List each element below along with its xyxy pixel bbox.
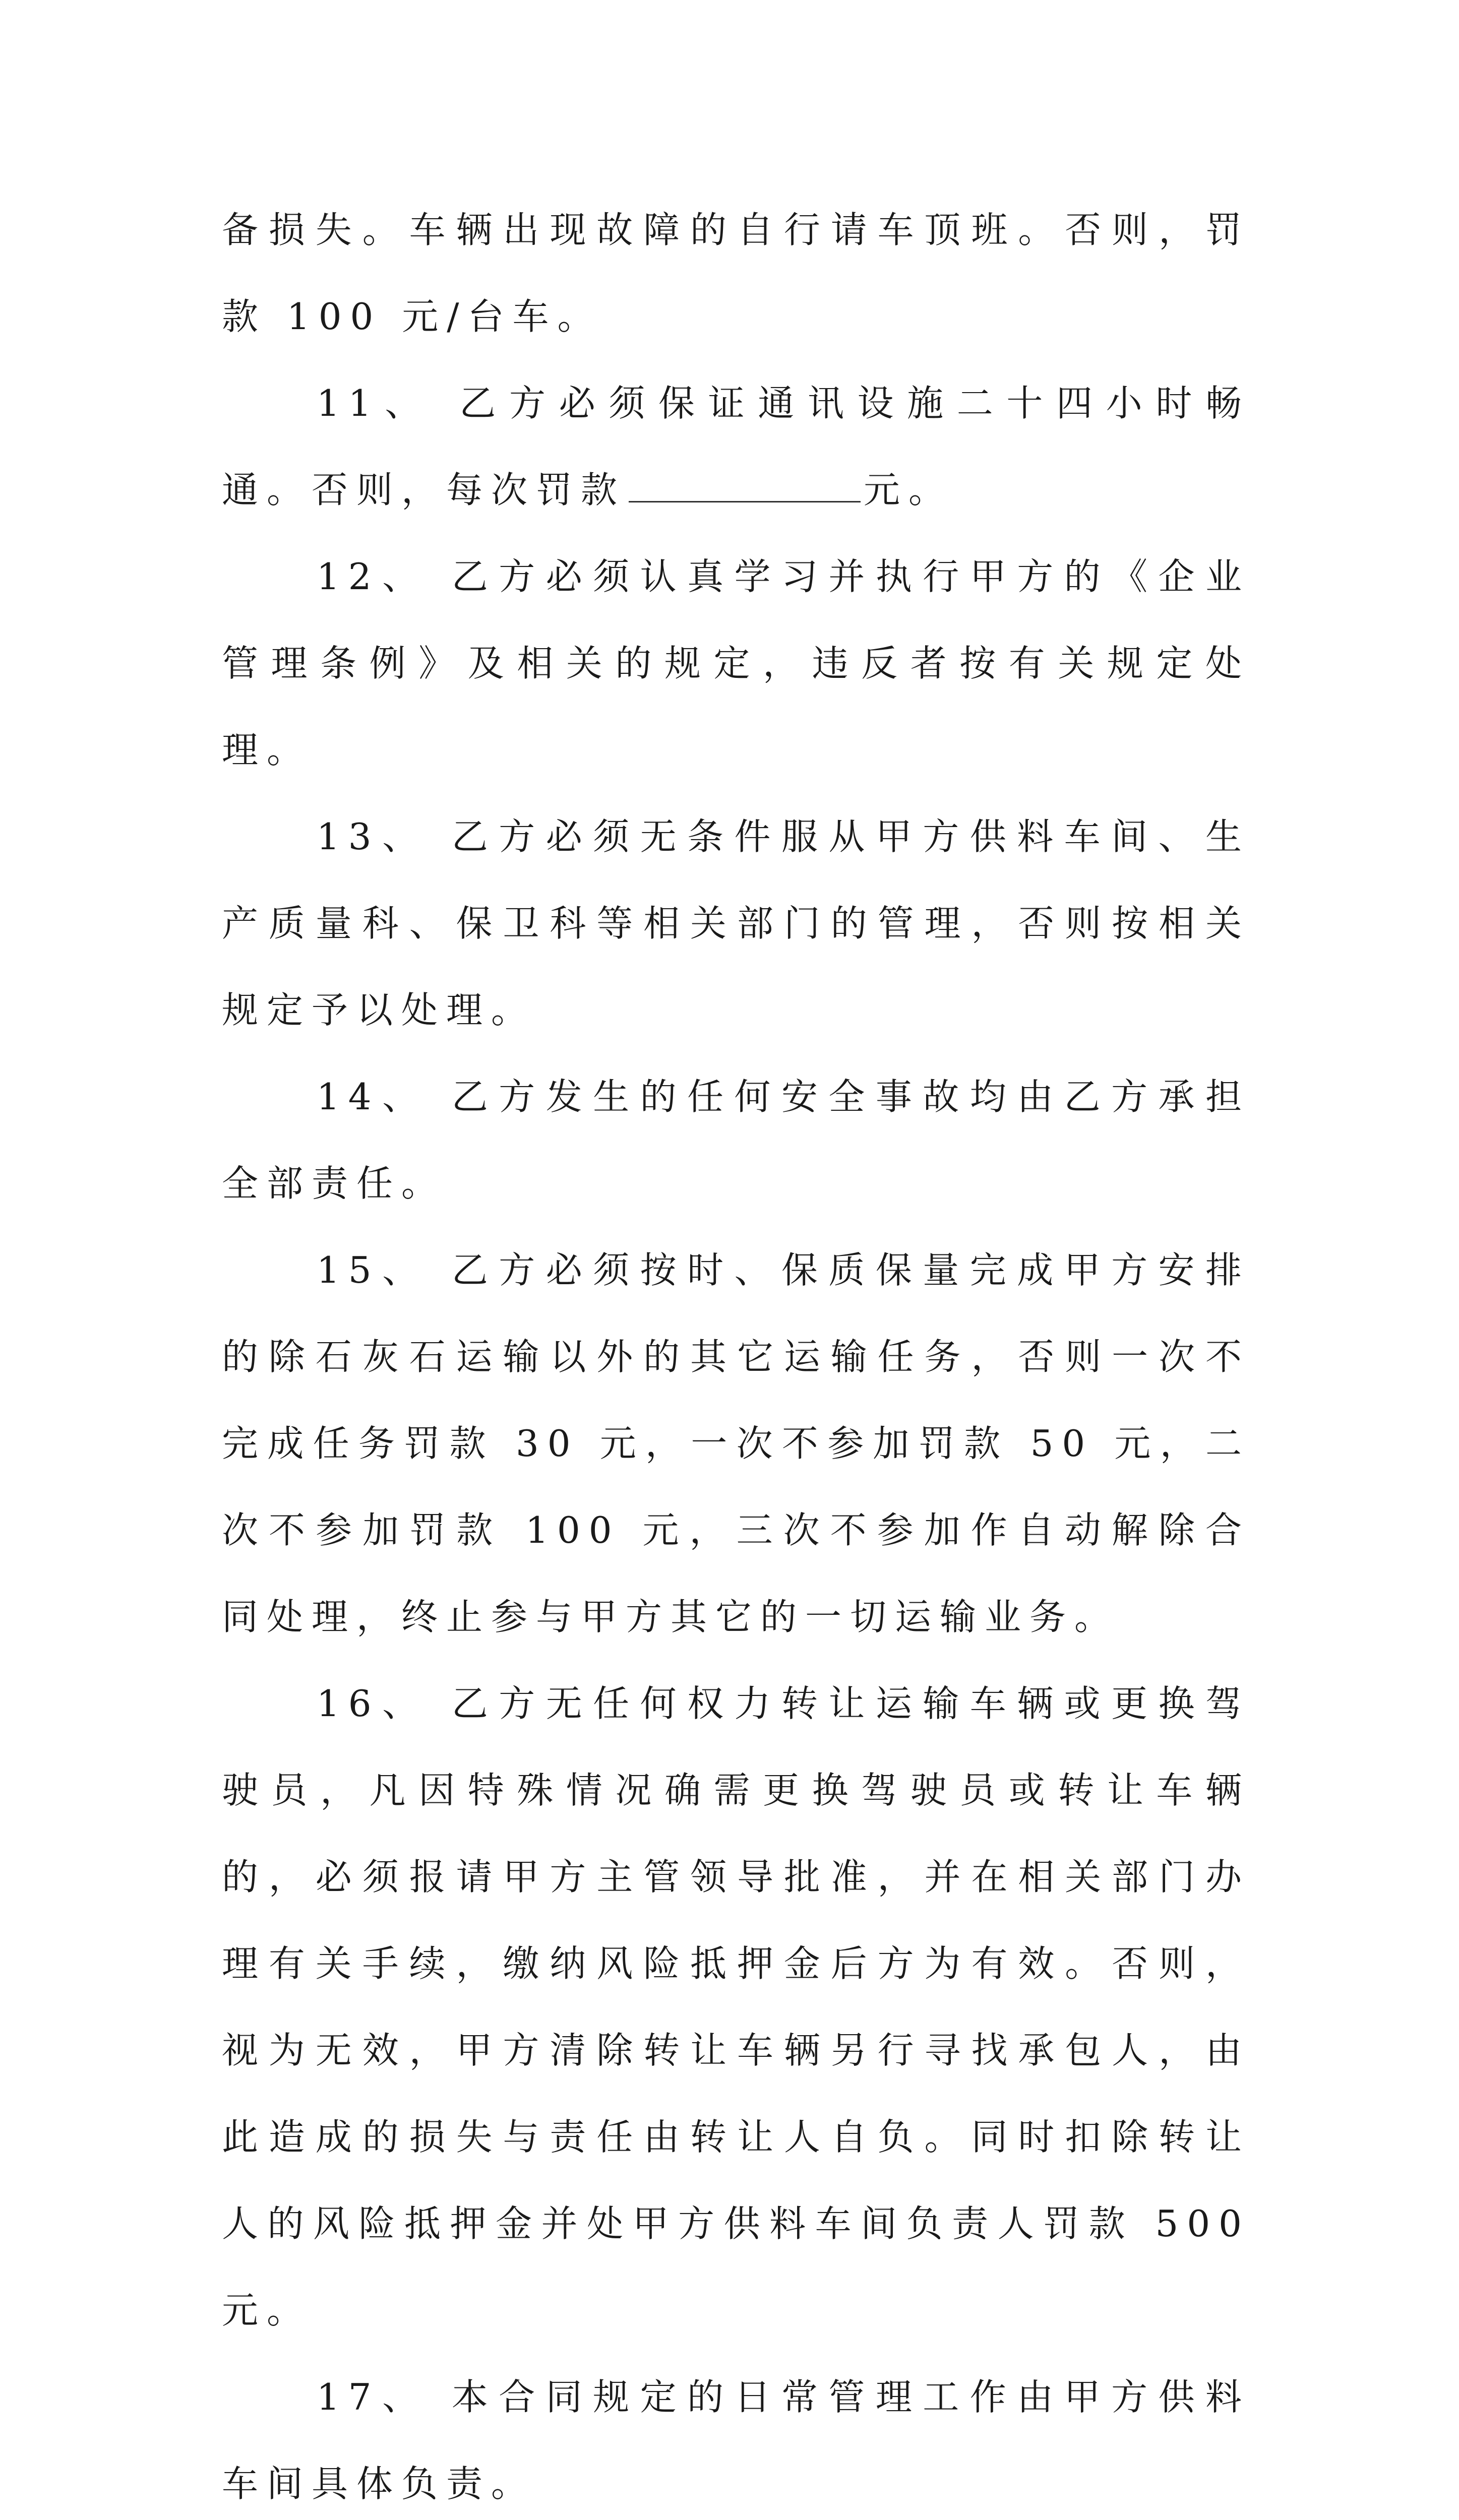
paragraph-13 (222, 793, 1250, 1053)
paragraph-14-text: 14、 乙方发生的任何安全事故均由乙方承担全部责任。 (222, 1076, 1250, 1205)
paragraph-11 (222, 360, 1250, 533)
paragraph-12 (222, 533, 1250, 793)
paragraph-12-text: 12、 乙方必须认真学习并执行甲方的《企业管理条例》及相关的规定，违反者按有关规定处理。 (222, 555, 1250, 771)
paragraph-10-continuation (222, 186, 1250, 360)
fine-amount-blank (629, 471, 861, 502)
paragraph-17-text: 17、 本合同规定的日常管理工作由甲方供料车间具体负责。 (222, 2376, 1250, 2505)
paragraph-15-text: 15、 乙方必须按时、保质保量完成甲方安排的除石灰石运输以外的其它运输任务，否则一次不完成任务罚款 30 元，一次不参加罚款 50 元，二次不参加罚款 100 元，三次不参加作自动解除合同处理，终止参与甲方其它的一切运输业务。 (222, 1249, 1250, 1638)
paragraph-17 (222, 2354, 1250, 2520)
paragraph-14 (222, 1053, 1250, 1227)
paragraph-13-text: 13、 乙方必须无条件服从甲方供料车间、生产质量科、保卫科等相关部门的管理，否则按相关规定予以处理。 (222, 815, 1250, 1031)
document-page (222, 186, 1250, 2520)
paragraph-16-text: 16、 乙方无任何权力转让运输车辆或更换驾驶员，凡因特殊情况确需更换驾驶员或转让车辆的，必须报请甲方主管领导批准，并在相关部门办理有关手续，缴纳风险抵押金后方为有效。否则，视为无效，甲方清除转让车辆另行寻找承包人，由此造成的损失与责任由转让人自负。同时扣除转让人的风险抵押金并处甲方供料车间负责人罚款 500 元。 (222, 1682, 1250, 2332)
paragraph-16 (222, 1660, 1250, 2354)
paragraph-11-end: 元。 (864, 469, 954, 511)
paragraph-11-text: 11、 乙方必须保证通讯设施二十四小时畅通。否则，每次罚款 (222, 382, 1250, 511)
paragraph-15 (222, 1227, 1250, 1660)
paragraph-10-text: 备损失。车辆出现故障的自行请车顶班。否则，罚款 100 元/台车。 (222, 209, 1250, 338)
